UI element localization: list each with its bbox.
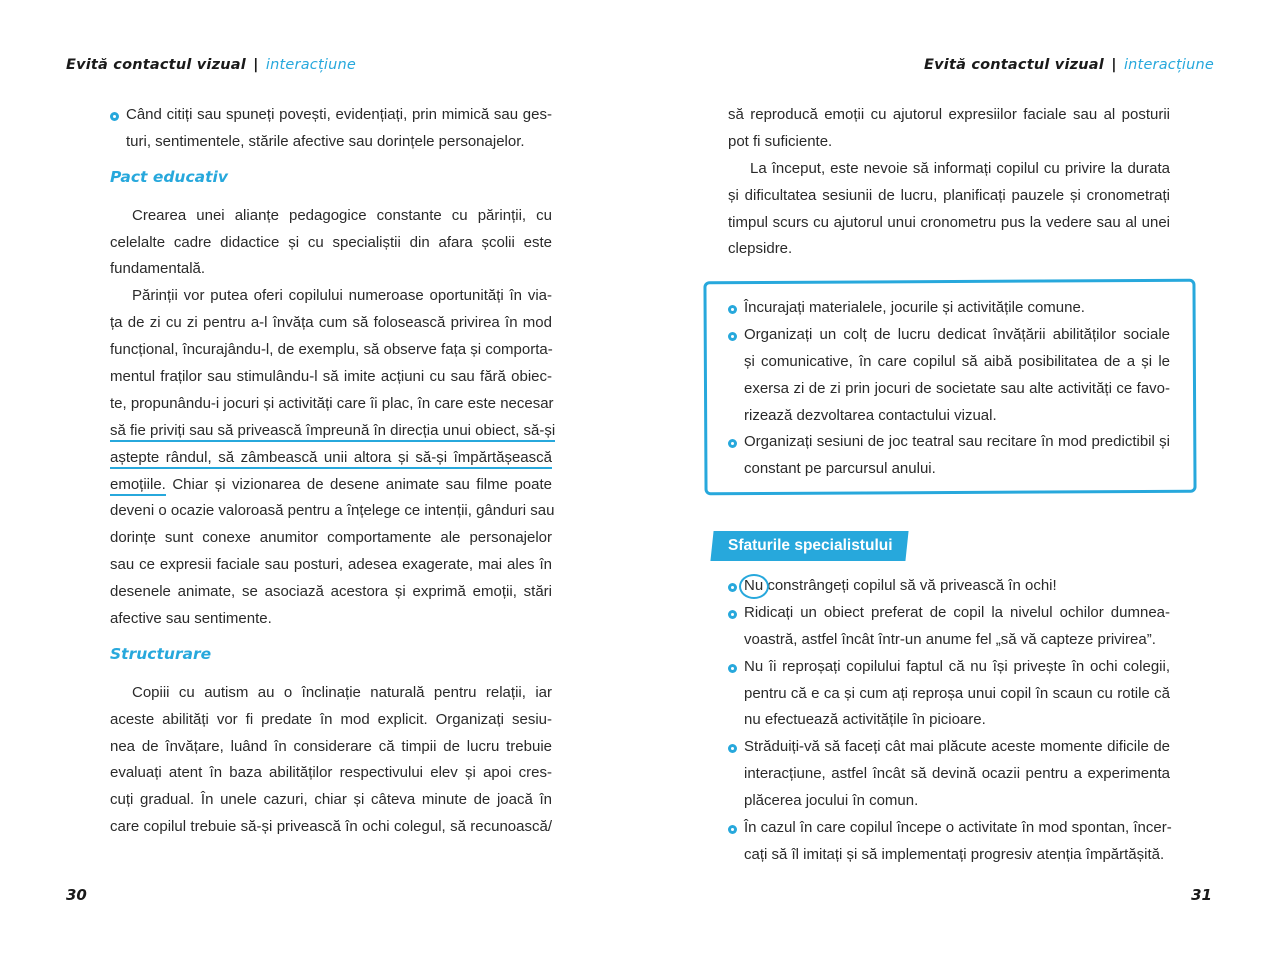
- text-line: evaluați atent în baza abilităților respectivului elev și apoi cres-: [110, 764, 552, 782]
- text-line: dorințe sunt conexe anumitor comportamente ale personajelor: [110, 529, 552, 547]
- running-head-title: Evită contactul vizual: [66, 57, 246, 73]
- text-line: care copilul trebuie să-și privească în ochi colegul, să recunoască/: [110, 818, 552, 836]
- text-line: aceste abilități vor fi predate în mod explicit. Organizați sesiu-: [110, 710, 552, 728]
- text-line: exersa zi de zi prin jocuri de societate sau alte activități ce favo-: [744, 379, 1170, 397]
- text-line: voastră, astfel încât într-un anume fel „să vă capteze privirea”.: [744, 630, 1156, 648]
- list-item: [728, 573, 1170, 600]
- structurare-paragraph: [110, 680, 552, 841]
- list-item: [728, 734, 1170, 815]
- text-line: Părinții vor putea oferi copilului numeroase oportunități în via-: [132, 287, 552, 305]
- pact-paragraph-2: [110, 283, 556, 633]
- bullet-icon: [728, 583, 737, 592]
- text-line: constant pe parcursul anului.: [744, 460, 936, 478]
- text-line: cuți gradual. În unele cazuri, chiar și câteva minute de joacă în: [110, 791, 552, 809]
- running-head-title: Evită contactul vizual: [924, 57, 1104, 73]
- running-head: [66, 57, 356, 73]
- text-line: interacțiune, astfel încât să devină ocazii pentru a experimenta: [744, 765, 1170, 783]
- bullet-icon: [110, 112, 119, 121]
- underlined-text: aștepte rândul, să zâmbească unii altora și să-și împărtășească: [110, 449, 552, 469]
- text-line: Când citiți sau spuneți povești, evidențiați, prin mimică sau ges-: [126, 106, 552, 123]
- running-head-section: interacțiune: [1123, 57, 1214, 73]
- text-line: ța de zi cu zi pentru a-l învăța cum să folosească privirea în mod: [110, 314, 552, 332]
- text-line: timpul scurs cu ajutorul unui cronometru pus la vedere sau al unei: [728, 213, 1170, 231]
- text-line: [110, 418, 556, 445]
- running-head-separator: |: [253, 57, 259, 73]
- specialist-advice-list: [728, 573, 1170, 869]
- text-line: te, propunându-i jocuri și activități care îi plac, în care este necesar: [110, 394, 554, 412]
- intro-bullet: [110, 102, 552, 156]
- text-line: În cazul în care copilul începe o activitate în mod spontan, încer-: [744, 819, 1172, 837]
- text-line: desenele animate, se asociază acestora și exprimă emoții, stări: [110, 583, 552, 601]
- text-line: clepsidre.: [728, 240, 793, 258]
- circle-annotation: [739, 574, 769, 599]
- left-column: [110, 102, 556, 841]
- text-line: plăcerea jocului în comun.: [744, 792, 919, 810]
- list-item: [728, 600, 1170, 654]
- text-line: pentru că e ca și cum ați reproșa unui copil în scaun cu rotile că: [744, 684, 1170, 702]
- text-line: rizează dezvoltarea contactului vizual.: [744, 406, 997, 424]
- bullet-icon: [728, 825, 737, 834]
- banner-label: Sfaturile specialistului: [728, 537, 893, 554]
- text-line: turi, sentimentele, stările afective sau dorințele personajelor.: [126, 132, 525, 150]
- section-title-structurare: Structurare: [110, 644, 212, 663]
- advice-layer: [640, 0, 1280, 970]
- running-head-separator: |: [1111, 57, 1117, 73]
- text-line: și comunicative, în care copilul să aibă posibilitatea de a și le: [744, 352, 1170, 370]
- pact-paragraph-1: [110, 203, 552, 284]
- text-line: Nu îi reproșați copilului faptul că nu își privește în ochi colegii,: [744, 657, 1170, 675]
- text-line: nu efectuează activitățile în picioare.: [744, 711, 986, 729]
- bullet-icon: [728, 664, 737, 673]
- text-line: să reproducă emoții cu ajutorul expresiilor faciale sau al posturii: [728, 106, 1170, 123]
- text-line: celelalte cadre didactice și cu specialiștii din afara școlii este: [110, 233, 552, 251]
- text-line: afective sau sentimente.: [110, 610, 272, 628]
- underlined-text: emoțiile.: [110, 476, 166, 496]
- text-line: [110, 445, 552, 472]
- text-line: Străduiți-vă să faceți cât mai plăcute aceste momente dificile de: [744, 738, 1170, 756]
- text-line: sau ce expresii faciale sau posturi, adesea exagerate, mai ales în: [110, 556, 552, 574]
- text-line: Ridicați un obiect preferat de copil la nivelul ochilor dumnea-: [744, 603, 1170, 621]
- text-segment: Chiar și vizionarea de desene animate sau filme poate: [165, 475, 552, 493]
- text-line: fundamentală.: [110, 260, 206, 278]
- list-item: [728, 815, 1170, 869]
- text-line: și dificultatea sesiunii de lucru, planificați pauzele și cronometrați: [728, 186, 1170, 204]
- list-item: [728, 654, 1170, 735]
- text-line: Nu constrângeți copilul să vă privească în ochi!: [744, 577, 1057, 594]
- text-line: Organizați sesiuni de joc teatral sau recitare în mod predictibil și: [744, 433, 1170, 451]
- text-line: [110, 472, 552, 499]
- text-line: mentul fraților sau stimulându-l să imite acțiuni cu sau fără obiec-: [110, 368, 552, 386]
- text-line: cați să îl imitați și să implementați progresiv atenția împărtășită.: [744, 845, 1165, 863]
- underlined-text: să fie priviți sau să privească împreună în direcția unui obiect, să-și: [110, 422, 555, 442]
- text-line: Organizați un colț de lucru dedicat învățării abilităților sociale: [744, 325, 1170, 343]
- bullet-icon: [728, 744, 737, 753]
- page-number: 31: [1191, 886, 1212, 904]
- bullet-icon: [728, 610, 737, 619]
- text-line: deveni o ocazie valoroasă pentru a înțelege ce intenții, gânduri sau: [110, 502, 555, 520]
- section-title-pact: Pact educativ: [110, 167, 228, 186]
- page-number: 30: [66, 886, 87, 904]
- text-line: Copiii cu autism au o înclinație naturală pentru relații, iar: [132, 683, 552, 701]
- text-line: pot fi suficiente.: [728, 132, 833, 150]
- text-line: Încurajați materialele, jocurile și activitățile comune.: [744, 299, 1085, 316]
- text-line: funcțional, încurajându-l, de exemplu, să observe fața și comporta-: [110, 341, 553, 359]
- text-line: Crearea unei alianțe pedagogice constante cu părinții, cu: [132, 206, 552, 224]
- text-line: La început, este nevoie să informați copilul cu privire la durata: [750, 159, 1170, 177]
- running-head-section: interacțiune: [265, 57, 356, 73]
- text-line: nea de învățare, luând în considerare că timpii de lucru trebuie: [110, 737, 552, 755]
